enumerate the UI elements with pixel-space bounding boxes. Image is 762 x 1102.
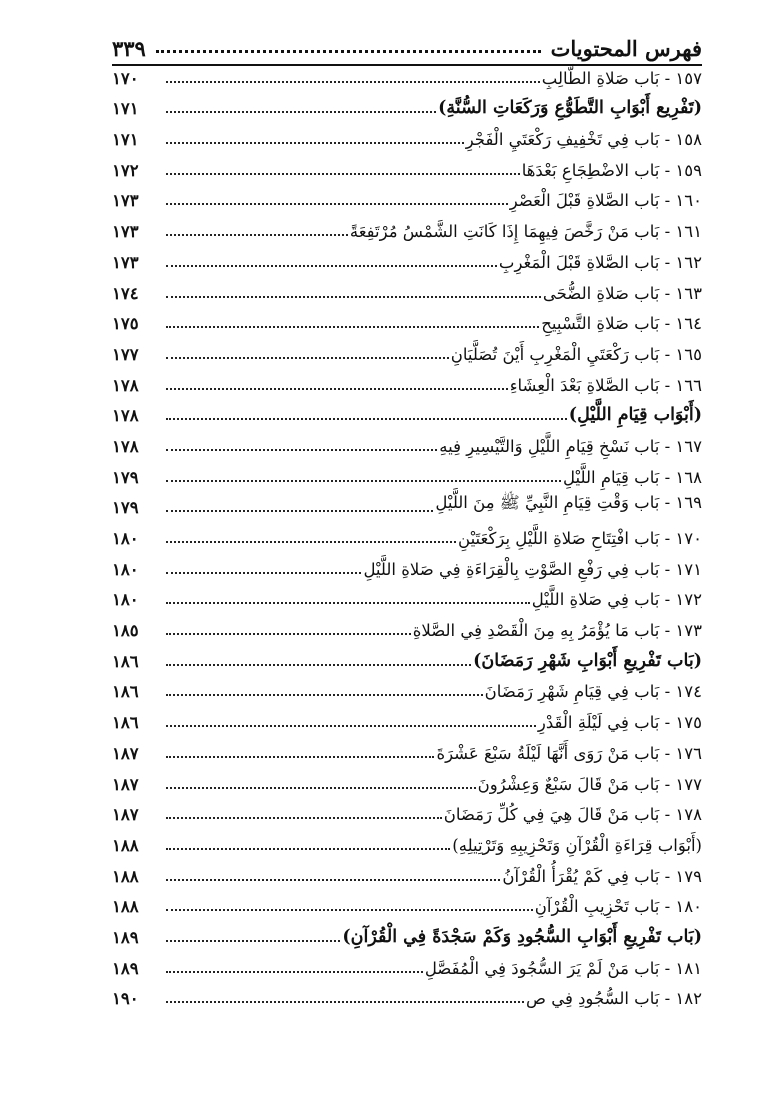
toc-section-heading: [112, 921, 702, 952]
leader-dots: [166, 909, 533, 911]
toc-entry: [112, 891, 702, 922]
toc-entry-page: ١٧٥: [112, 314, 139, 334]
toc-entry: [112, 522, 702, 553]
toc-entry: [112, 215, 702, 246]
toc-entry: [112, 154, 702, 185]
toc-entry: [112, 768, 702, 799]
toc-entry-title: ١٧٠ - بَاب افْتِتَاحِ صَلاةِ اللَّيْلِ بِرَكْعَتَيْنِ: [458, 529, 702, 548]
toc-entry: [112, 737, 702, 768]
toc-entry-title: ١٧٥ - بَاب فِي لَيْلَةِ الْقَدْرِ: [537, 713, 702, 733]
toc-entry-page: ١٧٩: [112, 498, 139, 518]
toc-entry: [112, 430, 702, 461]
leader-dots: [166, 633, 411, 635]
leader-dots: [166, 694, 483, 696]
toc-list: [112, 62, 702, 1013]
leader-dots: [166, 510, 433, 512]
leader-dots: [166, 81, 540, 83]
toc-entry-title: ١٦٠ - بَاب الصَّلاةِ قَبْلَ الْعَصْرِ: [509, 191, 702, 211]
leader-dots: [166, 480, 561, 482]
toc-entry: [112, 338, 702, 369]
toc-entry-page: ١٧٨: [112, 436, 139, 456]
toc-entry: [112, 246, 702, 277]
toc-entry-title: (أَبْوَاب قِرَاءَةِ الْقُرْآنِ وَتَحْزِيبِهِ وَتَرْتِيلِهِ): [452, 835, 702, 855]
toc-entry: [112, 799, 702, 830]
toc-entry-page: ١٨٧: [112, 805, 139, 825]
page-title: فهرس المحتويات: [550, 36, 702, 61]
toc-entry-page: ١٧٢: [112, 160, 139, 180]
toc-entry: [112, 553, 702, 584]
leader-dots: [166, 756, 434, 758]
toc-entry-page: ١٧٨: [112, 375, 139, 395]
toc-entry-page: ١٧٧: [112, 344, 139, 364]
leader-dots: [166, 203, 508, 205]
toc-section-heading: [112, 93, 702, 124]
toc-entry: [112, 614, 702, 645]
toc-entry: [112, 676, 702, 707]
leader-dots: [166, 848, 450, 850]
toc-entry-title: ١٥٩ - بَاب الاضْطِجَاعِ بَعْدَهَا: [521, 160, 702, 180]
toc-entry-title: ١٦١ - بَاب مَنْ رَخَّصَ فِيهِمَا إِذَا كَانَتِ الشَّمْسُ مُرْتَفِعَةً: [349, 222, 702, 242]
toc-entry: [112, 62, 702, 93]
toc-entry-page: ١٧١: [112, 99, 139, 119]
toc-entry-title: ١٨٠ - بَاب تَحْزِيبِ الْقُرْآنِ: [534, 897, 702, 917]
leader-dots: [166, 388, 508, 390]
toc-entry-page: ١٧٣: [112, 222, 139, 242]
toc-entry-page: ١٨٦: [112, 713, 139, 733]
page-header: [112, 24, 702, 66]
toc-entry-page: ١٨٨: [112, 897, 139, 917]
leader-dots: [166, 1001, 524, 1003]
toc-entry-title: ١٦٦ - بَاب الصَّلاةِ بَعْدَ الْعِشَاءِ: [509, 375, 702, 395]
toc-entry-title: ١٧٨ - بَاب مَنْ قَالَ هِيَ فِي كُلِّ رَمَضَانَ: [443, 805, 702, 825]
toc-entry-page: ١٧٠: [112, 68, 139, 88]
toc-section-heading: [112, 645, 702, 676]
toc-entry-page: ١٨٠: [112, 529, 139, 548]
toc-entry-title: ١٧٩ - بَاب فِي كَمْ يُقْرَأُ الْقُرْآنُ: [502, 866, 702, 886]
toc-entry-title: ١٧٧ - بَاب مَنْ قَالَ سَبْعٌ وَعِشْرُونَ: [477, 774, 702, 794]
leader-dots: [166, 173, 520, 175]
leader-dots: [166, 357, 449, 359]
toc-entry-page: ١٧٤: [112, 283, 139, 303]
toc-entry-page: ١٧٩: [112, 467, 139, 487]
toc-entry-page: ١٨٨: [112, 866, 139, 886]
toc-entry: [112, 829, 702, 860]
leader-dots: [166, 940, 340, 942]
leader-dots: [166, 787, 476, 789]
toc-entry-title: ١٦٥ - بَاب رَكْعَتَيِ الْمَغْرِبِ أَيْنَ تُصَلَّيَانِ: [450, 344, 702, 364]
toc-entry: [112, 308, 702, 339]
leader-dots: [166, 879, 500, 881]
leader-dots: [166, 541, 456, 543]
toc-entry-title: ١٦٧ - بَاب نَسْخِ قِيَامِ اللَّيْلِ وَالتَّيْسِيرِ فِيهِ: [439, 436, 702, 456]
leader-dots: [166, 602, 530, 604]
toc-entry-page: ١٨٧: [112, 774, 139, 794]
toc-entry-page: ١٨٩: [112, 927, 139, 947]
toc-entry: [112, 952, 702, 983]
leader-dots: [166, 234, 348, 236]
leader-dots: [166, 725, 536, 727]
toc-entry-page: ١٨٦: [112, 651, 139, 671]
toc-entry-title: ١٨٢ - بَاب السُّجُودِ فِي ص: [526, 989, 702, 1009]
toc-entry-page: ١٨٦: [112, 682, 139, 702]
toc-section-heading: [112, 400, 702, 431]
leader-dots: [166, 817, 442, 819]
leader-dots: [166, 572, 361, 574]
toc-entry-page: ١٧١: [112, 130, 139, 150]
toc-entry-page: ١٨٩: [112, 958, 139, 978]
toc-entry-title: ١٨١ - بَاب مَنْ لَمْ يَرَ السُّجُودَ فِي الْمُفَصَّلِ: [424, 958, 702, 978]
toc-entry-title: ١٦٤ - بَاب صَلاةِ التَّسْبِيحِ: [541, 314, 702, 334]
toc-entry-title: ١٧٢ - بَاب فِي صَلاةِ اللَّيْلِ: [531, 590, 702, 610]
toc-entry-title: (تَفْرِيع أَبْوَابِ التَّطَوُّعِ وَرَكَعَاتِ السُّنَّةِ): [438, 98, 702, 119]
toc-entry: [112, 277, 702, 308]
leader-dots: [166, 326, 539, 328]
toc-entry-title: ١٦٣ - بَاب صَلاةِ الضُّحَى: [542, 283, 702, 303]
toc-entry: [112, 123, 702, 154]
toc-entry-title: ١٧١ - بَاب فِي رَفْعِ الصَّوْتِ بِالْقِرَاءَةِ فِي صَلاةِ اللَّيْلِ: [363, 559, 702, 579]
toc-entry: [112, 584, 702, 615]
toc-entry-page: ١٨٠: [112, 590, 139, 610]
toc-entry-title: ١٦٢ - بَاب الصَّلاةِ قَبْلَ الْمَغْرِبِ: [498, 252, 702, 272]
toc-entry: [112, 185, 702, 216]
leader-dots: [166, 449, 437, 451]
toc-entry: [112, 369, 702, 400]
toc-entry-page: ١٧٨: [112, 406, 139, 426]
toc-entry-title: (بَاب تَفْرِيعِ أَبْوَابِ شَهْرِ رَمَضَانَ): [473, 650, 702, 671]
toc-entry-title: ١٥٨ - بَاب فِي تَخْفِيفِ رَكْعَتَيِ الْفَجْرِ: [465, 130, 702, 150]
leader-dots: [166, 296, 541, 298]
leader-dots: [166, 265, 497, 267]
toc-entry-page: ١٨٥: [112, 621, 139, 641]
page-number: ٣٣٩: [112, 36, 146, 61]
leader-dots: [166, 111, 436, 113]
toc-entry: [112, 860, 702, 891]
toc-entry: [112, 492, 702, 523]
toc-entry: [112, 983, 702, 1014]
toc-entry-title: ١٦٨ - بَاب قِيَامِ اللَّيْلِ: [563, 467, 702, 487]
toc-entry-title: (بَاب تَفْرِيعِ أَبْوَابِ السُّجُودِ وَكَمْ سَجْدَةً فِي الْقُرْآنِ): [342, 926, 702, 947]
toc-entry-page: ١٨٠: [112, 559, 139, 579]
toc-entry-title: ١٧٤ - بَاب فِي قِيَامِ شَهْرِ رَمَضَانَ: [484, 682, 702, 702]
toc-entry: [112, 461, 702, 492]
toc-entry: [112, 706, 702, 737]
toc-entry-title: ١٧٦ - بَاب مَنْ رَوَى أَنَّهَا لَيْلَةُ سَبْعَ عَشْرَةَ: [436, 743, 702, 763]
toc-entry-page: ١٨٨: [112, 835, 139, 855]
toc-entry-page: ١٧٣: [112, 191, 139, 211]
leader-dots: [166, 418, 567, 420]
leader-dots: [166, 664, 471, 666]
toc-entry-page: ١٧٣: [112, 252, 139, 272]
toc-entry-page: ١٨٧: [112, 743, 139, 763]
toc-entry-title: ١٦٩ - بَاب وَقْتِ قِيَامِ النَّبِيِّ ﷺ مِنَ اللَّيْلِ: [435, 493, 702, 513]
header-leader-dots: [156, 50, 541, 53]
toc-entry-title: (أَبْوَاب قِيَامِ اللَّيْلِ): [568, 405, 702, 426]
toc-entry-title: ١٥٧ - بَاب صَلاةِ الطَّالِبِ: [541, 68, 702, 88]
leader-dots: [166, 142, 464, 144]
toc-entry-title: ١٧٣ - بَاب مَا يُؤْمَرُ بِهِ مِنَ الْقَصْدِ فِي الصَّلاةِ: [412, 621, 702, 641]
leader-dots: [166, 971, 423, 973]
toc-entry-page: ١٩٠: [112, 989, 139, 1009]
